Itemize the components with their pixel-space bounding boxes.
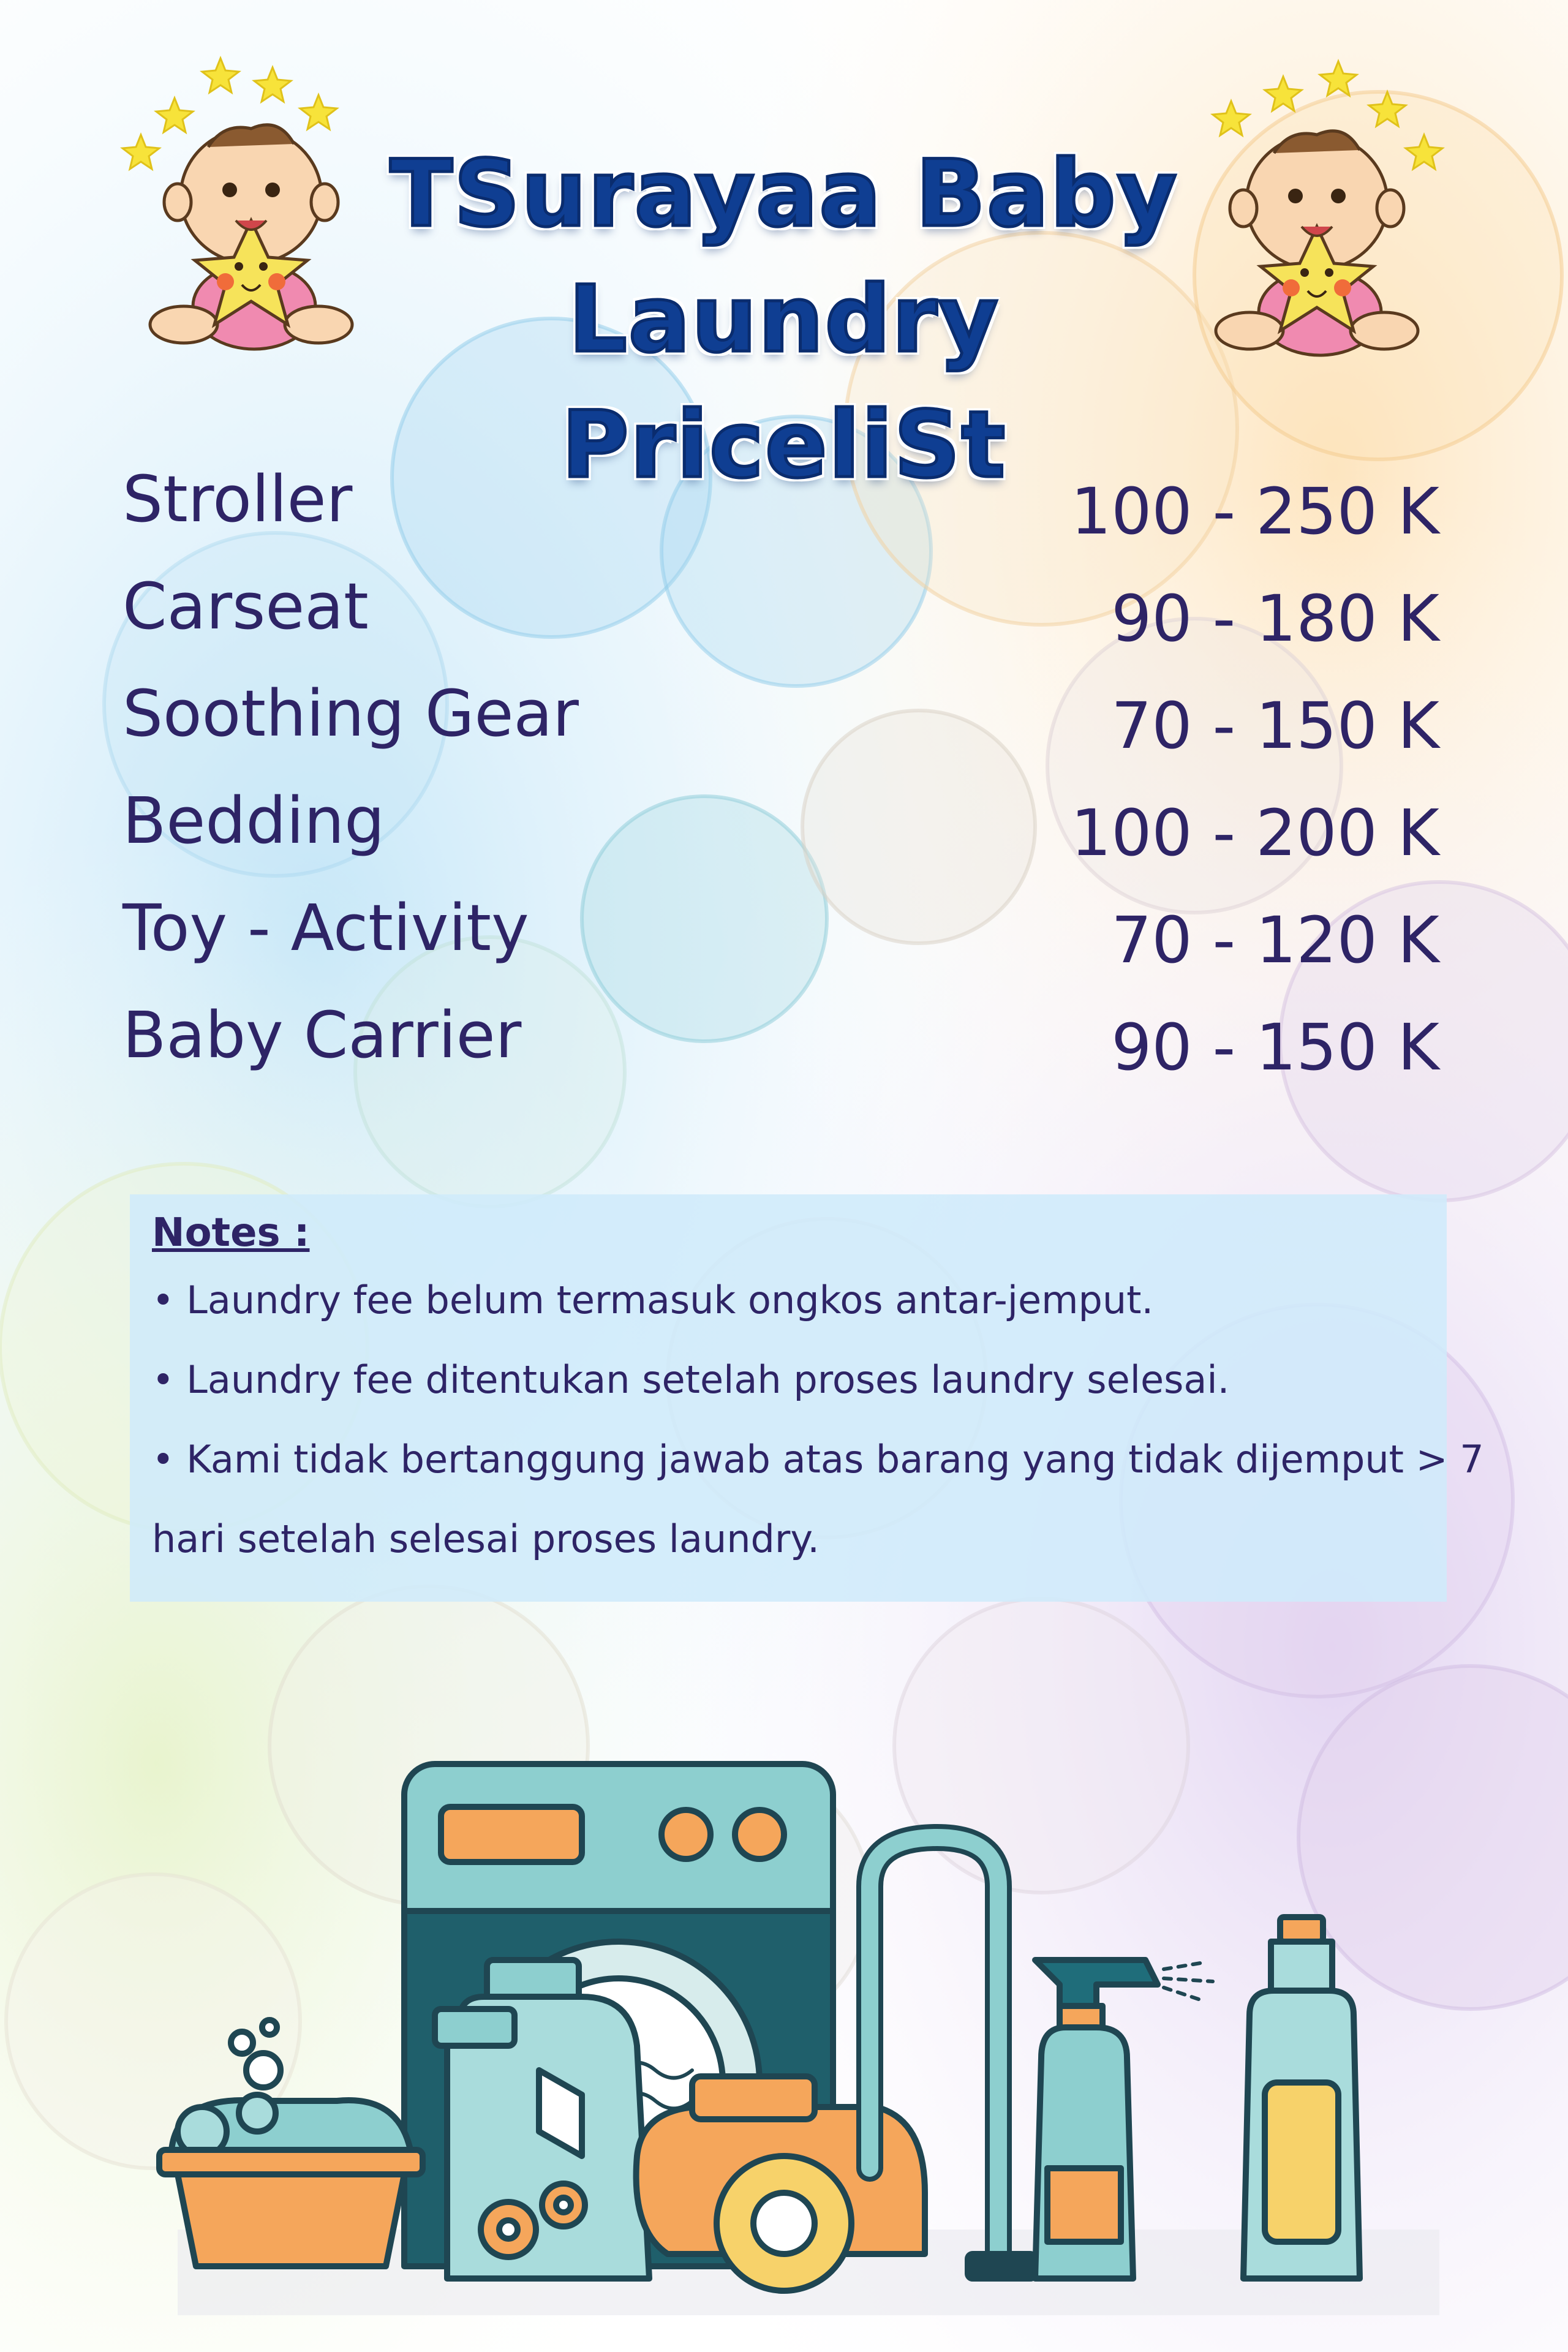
- note-line: • Kami tidak bertanggung jawab atas barang yang tidak dijemput > 7: [152, 1437, 1484, 1482]
- price-list: [123, 453, 1446, 1096]
- item-name: Soothing Gear: [123, 676, 579, 751]
- price-row-baby-carrier: [123, 989, 1446, 1096]
- item-price: 90 - 150 K: [1111, 1010, 1439, 1085]
- note-line: • Laundry fee ditentukan setelah proses laundry selesai.: [152, 1357, 1230, 1402]
- item-price: 70 - 120 K: [1111, 903, 1439, 978]
- item-price: 90 - 180 K: [1111, 581, 1439, 656]
- title-line-2: Laundry PriceliSt: [561, 266, 1007, 499]
- item-price: 100 - 250 K: [1071, 474, 1439, 549]
- page-title: [343, 132, 1225, 508]
- title-line-1: TSurayaa Baby: [390, 141, 1178, 247]
- price-row-carseat: [123, 560, 1446, 668]
- item-price: 70 - 150 K: [1111, 688, 1439, 763]
- price-row-toy-activity: [123, 882, 1446, 989]
- note-line: hari setelah selesai proses laundry.: [152, 1517, 820, 1561]
- item-name: Toy - Activity: [123, 891, 529, 965]
- price-row-soothing-gear: [123, 668, 1446, 775]
- notes-heading: Notes :: [152, 1210, 310, 1256]
- price-row-stroller: [123, 453, 1446, 560]
- note-line: • Laundry fee belum termasuk ongkos antar-jemput.: [152, 1278, 1154, 1322]
- item-name: Stroller: [123, 462, 353, 537]
- item-price: 100 - 200 K: [1071, 796, 1439, 870]
- item-name: Baby Carrier: [123, 998, 522, 1072]
- laundry-equipment-illustration: [141, 1727, 1458, 2315]
- item-name: Carseat: [123, 569, 369, 644]
- item-name: Bedding: [123, 783, 385, 858]
- notes-box: [130, 1194, 1484, 1602]
- price-row-bedding: [123, 775, 1446, 882]
